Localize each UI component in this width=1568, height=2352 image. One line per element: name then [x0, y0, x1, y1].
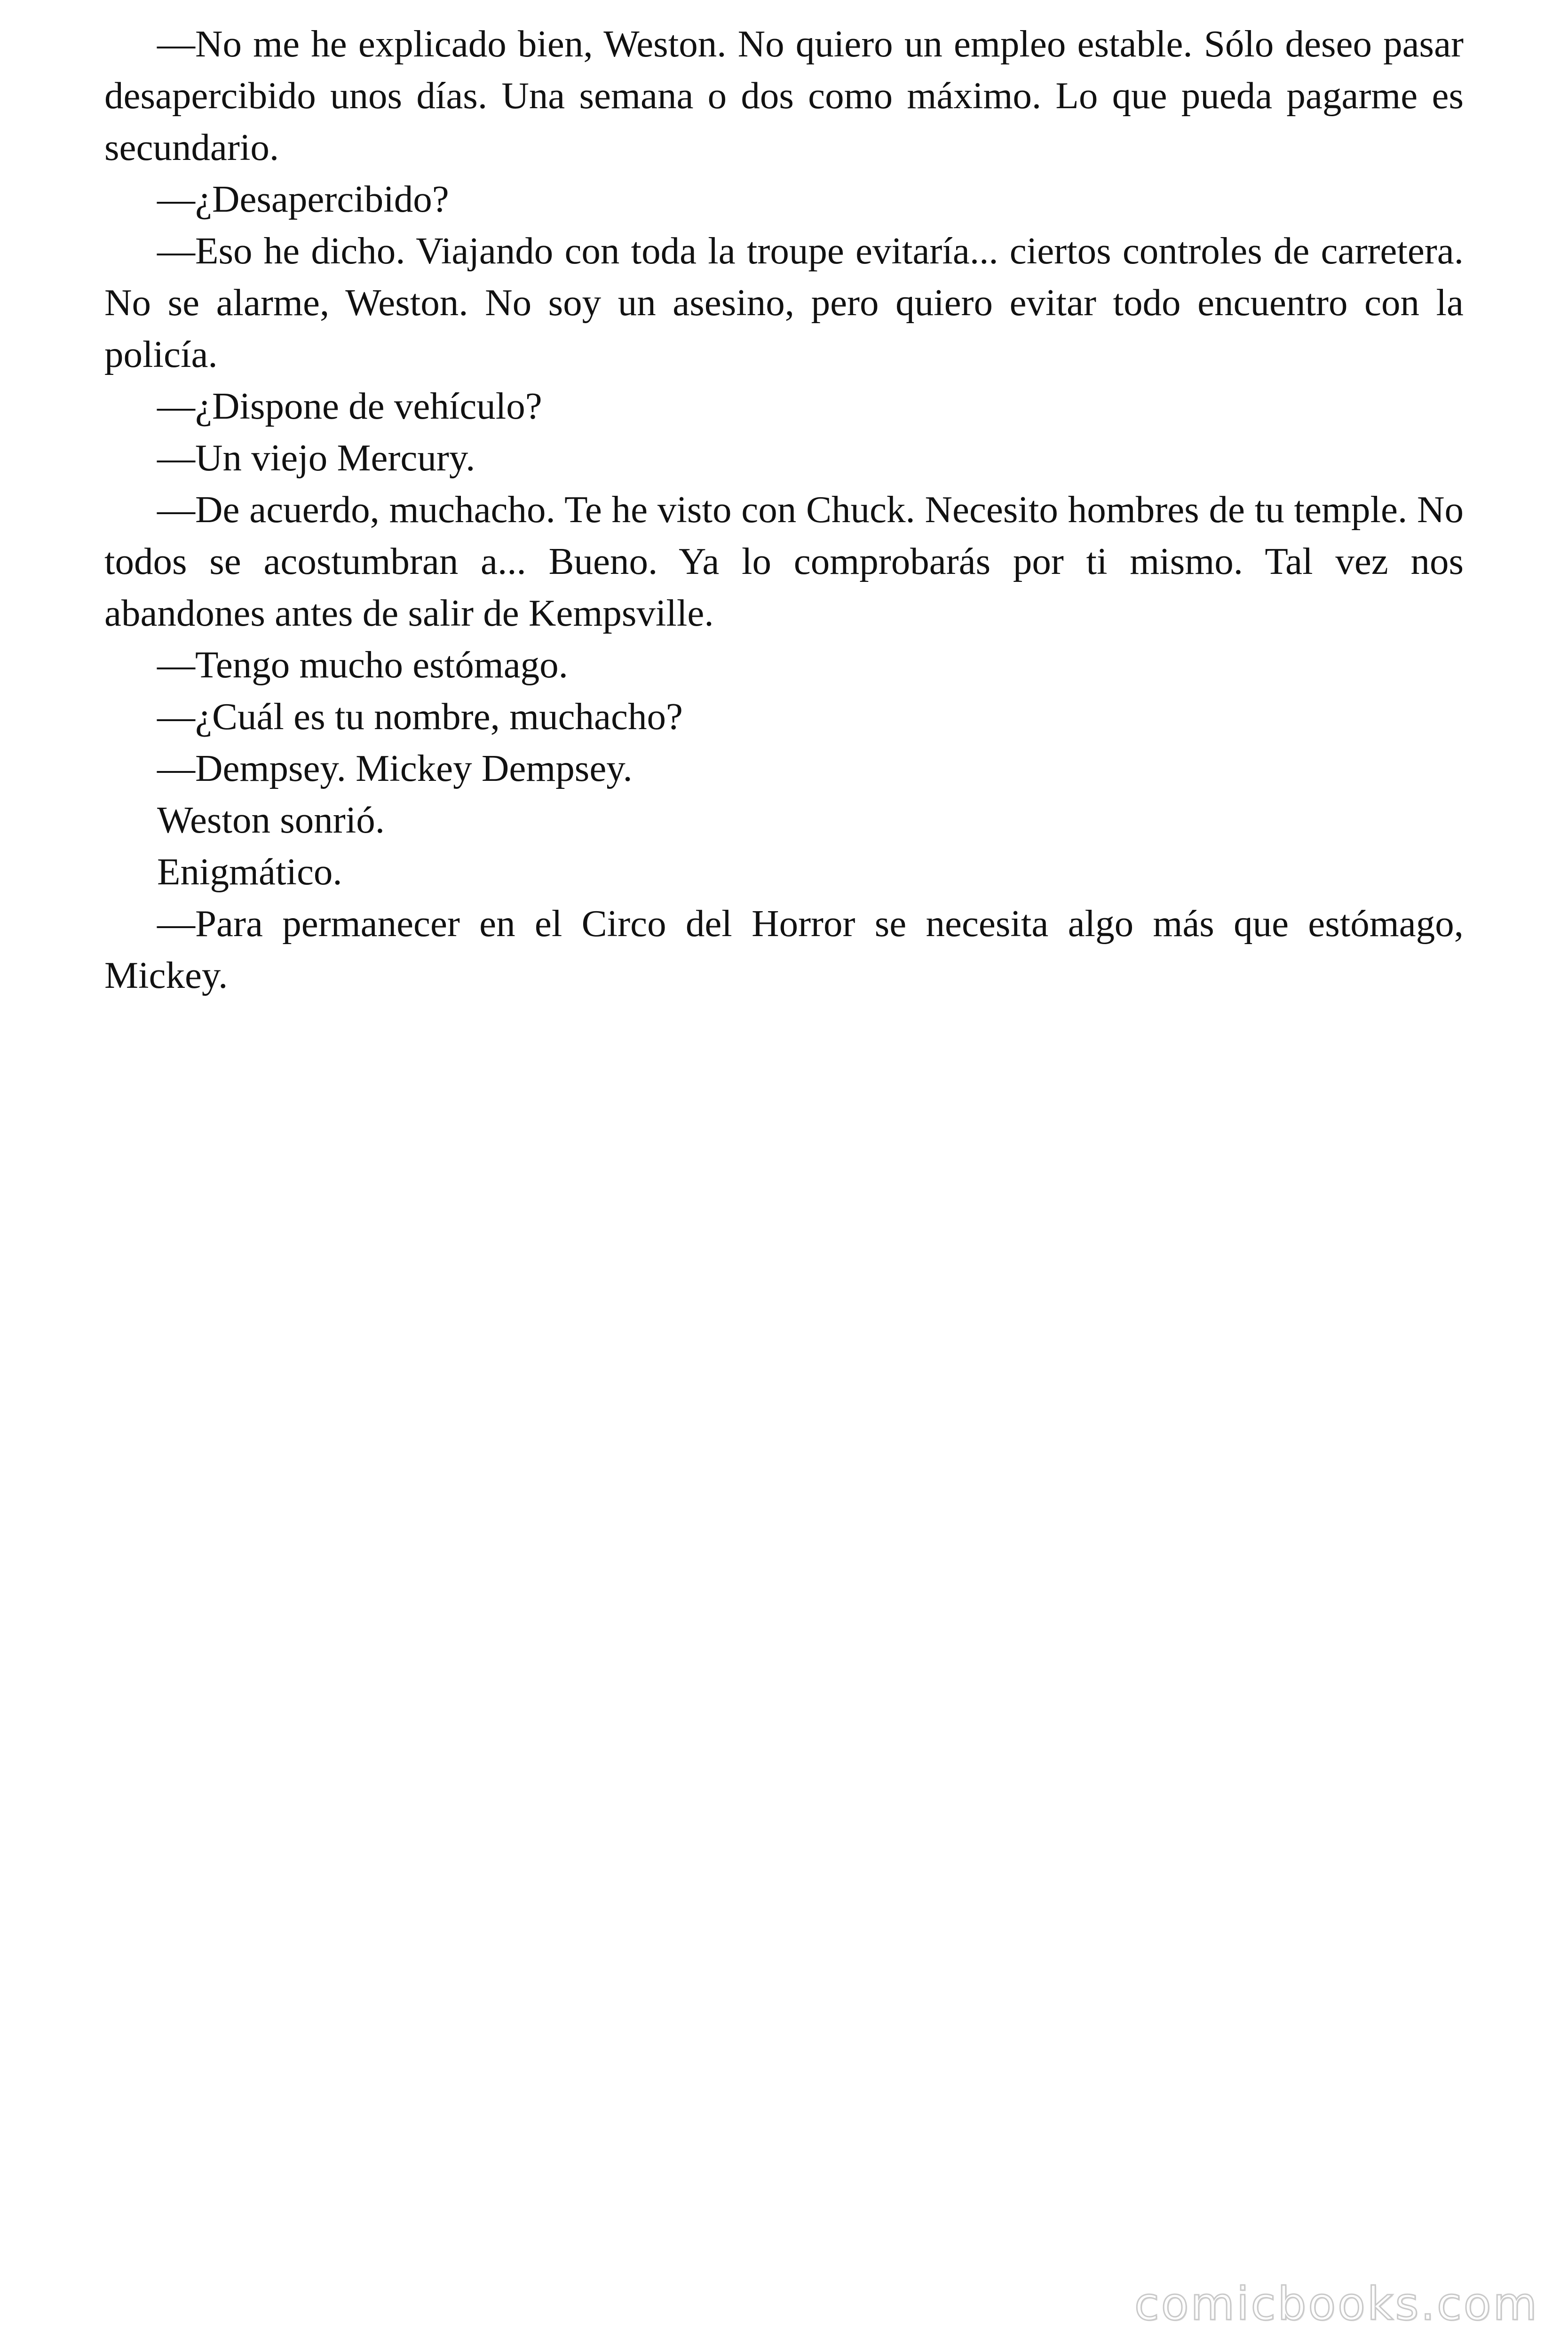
paragraph: —Eso he dicho. Viajando con toda la troupe evitaría... ciertos controles de carretera. No se alarme, Weston. No soy un asesino, pero quiero evitar todo encuentro con la policía. [104, 230, 1464, 375]
paragraph: —Para permanecer en el Circo del Horror se necesita algo más que estómago, Mickey. [104, 902, 1464, 996]
paragraph: —¿Dispone de vehículo? [157, 385, 542, 427]
paragraph: Enigmático. [157, 850, 342, 893]
paragraph: Weston sonrió. [157, 799, 385, 841]
paragraph: —No me he explicado bien, Weston. No quiero un empleo estable. Sólo deseo pasar desapercibido unos días. Una semana o dos como máximo. Lo que pueda pagarme es secundario. [104, 23, 1464, 168]
paragraph: —¿Desapercibido? [157, 178, 449, 220]
paragraph: —De acuerdo, muchacho. Te he visto con Chuck. Necesito hombres de tu temple. No todos se acostumbran a... Bueno. Ya lo comprobarás por ti mismo. Tal vez nos abandones antes de salir de Kempsville. [104, 488, 1464, 634]
paragraph: —Dempsey. Mickey Dempsey. [157, 747, 633, 789]
body-text [104, 18, 1464, 1001]
watermark: comicbooks.com [1134, 2278, 1539, 2330]
paragraph: —Un viejo Mercury. [157, 437, 475, 479]
paragraph: —¿Cuál es tu nombre, muchacho? [157, 695, 683, 738]
paragraph: —Tengo mucho estómago. [157, 644, 568, 686]
